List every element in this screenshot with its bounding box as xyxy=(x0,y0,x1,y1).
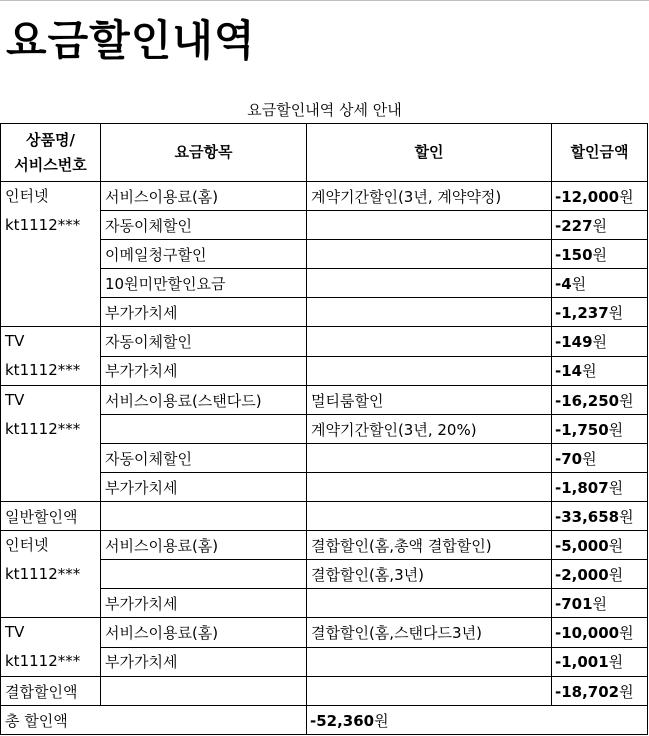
amount-cell: -150원 xyxy=(552,240,648,269)
product-cell: TV kt1112*** xyxy=(1,386,101,502)
table-row xyxy=(1,182,648,211)
discount-cell: 결합할인(홈,총액 결합할인) xyxy=(307,531,552,560)
table-row xyxy=(1,618,648,648)
discount-cell xyxy=(307,327,552,357)
discount-cell: 계약기간할인(3년, 20%) xyxy=(307,415,552,444)
item-cell: 부가가치세 xyxy=(101,589,307,618)
item-cell: 자동이체할인 xyxy=(101,444,307,473)
item-cell: 부가가치세 xyxy=(101,298,307,327)
discount-cell xyxy=(307,473,552,502)
discount-cell xyxy=(307,444,552,473)
amount-cell: -10,000원 xyxy=(552,618,648,648)
item-cell: 서비스이용료(스탠다드) xyxy=(101,386,307,415)
item-cell: 서비스이용료(홈) xyxy=(101,531,307,560)
amount-cell: -5,000원 xyxy=(552,531,648,560)
amount-cell: -1,750원 xyxy=(552,415,648,444)
page-title: 요금할인내역 xyxy=(6,16,256,65)
discount-cell xyxy=(307,677,552,706)
discount-cell xyxy=(307,589,552,618)
item-cell xyxy=(101,502,307,531)
amount-cell: -1,237원 xyxy=(552,298,648,327)
discount-cell: 멀티룸할인 xyxy=(307,386,552,415)
discount-cell: 계약기간할인(3년, 계약약정) xyxy=(307,182,552,211)
header-product: 상품명/ 서비스번호 xyxy=(1,124,101,182)
subtotal-amount: -33,658원 xyxy=(552,502,648,531)
amount-cell: -4원 xyxy=(552,269,648,298)
discount-cell: 결합할인(홈,스탠다드3년) xyxy=(307,618,552,648)
discount-cell: 결합할인(홈,3년) xyxy=(307,560,552,589)
amount-cell: -14원 xyxy=(552,356,648,386)
amount-cell: -1,807원 xyxy=(552,473,648,502)
item-cell: 부가가치세 xyxy=(101,647,307,677)
subtotal-row xyxy=(1,677,648,706)
header-discount: 할인 xyxy=(307,124,552,182)
product-cell: TV kt1112*** xyxy=(1,327,101,386)
item-cell: 10원미만할인요금 xyxy=(101,269,307,298)
item-cell: 자동이체할인 xyxy=(101,211,307,240)
item-cell xyxy=(101,415,307,444)
amount-cell: -149원 xyxy=(552,327,648,357)
amount-cell: -1,001원 xyxy=(552,647,648,677)
item-cell xyxy=(101,560,307,589)
item-cell: 부가가치세 xyxy=(101,473,307,502)
discount-cell xyxy=(307,647,552,677)
top-divider xyxy=(0,0,649,1)
amount-cell: -70원 xyxy=(552,444,648,473)
item-cell: 부가가치세 xyxy=(101,356,307,386)
total-row xyxy=(1,706,648,735)
header-item: 요금항목 xyxy=(101,124,307,182)
total-label: 총 할인액 xyxy=(1,706,307,735)
discount-cell xyxy=(307,298,552,327)
subtotal-row xyxy=(1,502,648,531)
amount-cell: -12,000원 xyxy=(552,182,648,211)
discount-cell xyxy=(307,240,552,269)
table-row xyxy=(1,386,648,415)
table-caption: 요금할인내역 상세 안내 xyxy=(247,101,402,119)
discount-cell xyxy=(307,269,552,298)
subtotal-label: 일반할인액 xyxy=(1,502,101,531)
subtotal-label: 결합할인액 xyxy=(1,677,101,706)
discount-table xyxy=(0,123,648,735)
amount-cell: -2,000원 xyxy=(552,560,648,589)
product-cell: 인터넷 kt1112*** xyxy=(1,531,101,618)
header-amount: 할인금액 xyxy=(552,124,648,182)
amount-cell: -227원 xyxy=(552,211,648,240)
product-cell: 인터넷 kt1112*** xyxy=(1,182,101,327)
item-cell: 자동이체할인 xyxy=(101,327,307,357)
amount-cell: -701원 xyxy=(552,589,648,618)
total-amount: -52,360원 xyxy=(307,706,648,735)
discount-cell xyxy=(307,502,552,531)
item-cell xyxy=(101,677,307,706)
table-row xyxy=(1,327,648,357)
amount-cell: -16,250원 xyxy=(552,386,648,415)
item-cell: 이메일청구할인 xyxy=(101,240,307,269)
subtotal-amount: -18,702원 xyxy=(552,677,648,706)
item-cell: 서비스이용료(홈) xyxy=(101,618,307,648)
product-cell: TV kt1112*** xyxy=(1,618,101,677)
discount-cell xyxy=(307,356,552,386)
table-header-row xyxy=(1,124,648,182)
table-row xyxy=(1,531,648,560)
item-cell: 서비스이용료(홈) xyxy=(101,182,307,211)
discount-cell xyxy=(307,211,552,240)
